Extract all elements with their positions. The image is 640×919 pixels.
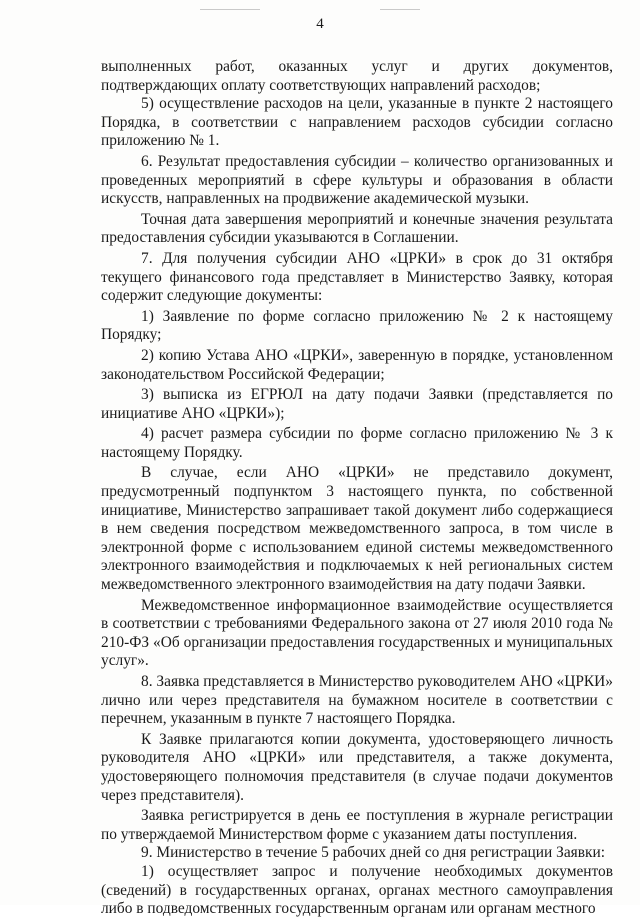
paragraph-doc-1: 1) Заявление по форме согласно приложению № 2 к настоящему Порядку; [101, 307, 613, 344]
scan-artifact [380, 9, 420, 10]
paragraph-section-9: 9. Министерство в течение 5 рабочих дней со дня регистрации Заявки: [141, 844, 605, 862]
paragraph-interagency-request: В случае, если АНО «ЦРКИ» не представило документ, предусмотренный подпунктом 3 настоящего пункта, по собственной инициативе, Министерство запрашивает такой документ либо содержащиеся в нем сведения посредством межведомственного запроса, в том числе в электронной форме с использованием единой системы межведомственного электронного взаимодействия и подключаемых к ней региональных систем межведомственного электронного взаимодействия на дату подачи Заявки. [101, 464, 613, 594]
paragraph-interagency-law: Межведомственное информационное взаимодействие осуществляется в соответствии с требованиями Федерального закона от 27 июля 2010 года № 210-ФЗ «Об организации предоставления государственных и муниципальных услуг». [101, 596, 613, 670]
paragraph-item-5: 5) осуществление расходов на цели, указанные в пункте 2 настоящего Порядка, в соответствии с направлением расходов субсидии согласно приложению № 1. [101, 95, 613, 150]
page-number: 4 [316, 16, 324, 32]
paragraph-completion-date: Точная дата завершения мероприятий и конечные значения результата предоставления субсидии указываются в Соглашении. [101, 210, 613, 247]
paragraph-attachments: К Заявке прилагаются копии документа, удостоверяющего личность руководителя АНО «ЦРКИ» или представителя, а также документа, удостоверяющего полномочия представителя (в случае подачи документов через представителя). [101, 730, 613, 804]
scan-artifact [200, 9, 260, 10]
document-body [101, 58, 613, 919]
paragraph-section-7: 7. Для получения субсидии АНО «ЦРКИ» в срок до 31 октября текущего финансового года представляет в Министерство Заявку, которая содержит следующие документы: [101, 249, 613, 305]
paragraph-doc-3: 3) выписка из ЕГРЮЛ на дату подачи Заявки (представляется по инициативе АНО «ЦРКИ»); [101, 386, 613, 422]
paragraph-doc-2: 2) копию Устава АНО «ЦРКИ», заверенную в порядке, установленном законодательством Российской Федерации; [101, 346, 613, 383]
paragraph-section-6: 6. Результат предоставления субсидии – количество организованных и проведенных мероприятий в сфере культуры и образования в области искусств, направленных на продвижение академической музыки. [101, 152, 613, 208]
paragraph-section-8: 8. Заявка представляется в Министерство руководителем АНО «ЦРКИ» лично или через представителя на бумажном носителе в соответствии с перечнем, указанным в пункте 7 настоящего Порядка. [101, 673, 613, 728]
paragraph-section-9-item-1: 1) осуществляет запрос и получение необходимых документов (сведений) в государственных органах, органах местного самоуправления либо в подведомственных государственным органам или органам местного [101, 862, 613, 918]
paragraph-registration: Заявка регистрируется в день ее поступления в журнале регистрации по утверждаемой Министерством форме с указанием даты поступления. [101, 807, 613, 843]
paragraph-doc-4: 4) расчет размера субсидии по форме согласно приложению № 3 к настоящему Порядку. [101, 425, 613, 461]
paragraph-continuation: выполненных работ, оказанных услуг и других документов, подтверждающих оплату соответствующих направлений расходов; [101, 58, 613, 94]
